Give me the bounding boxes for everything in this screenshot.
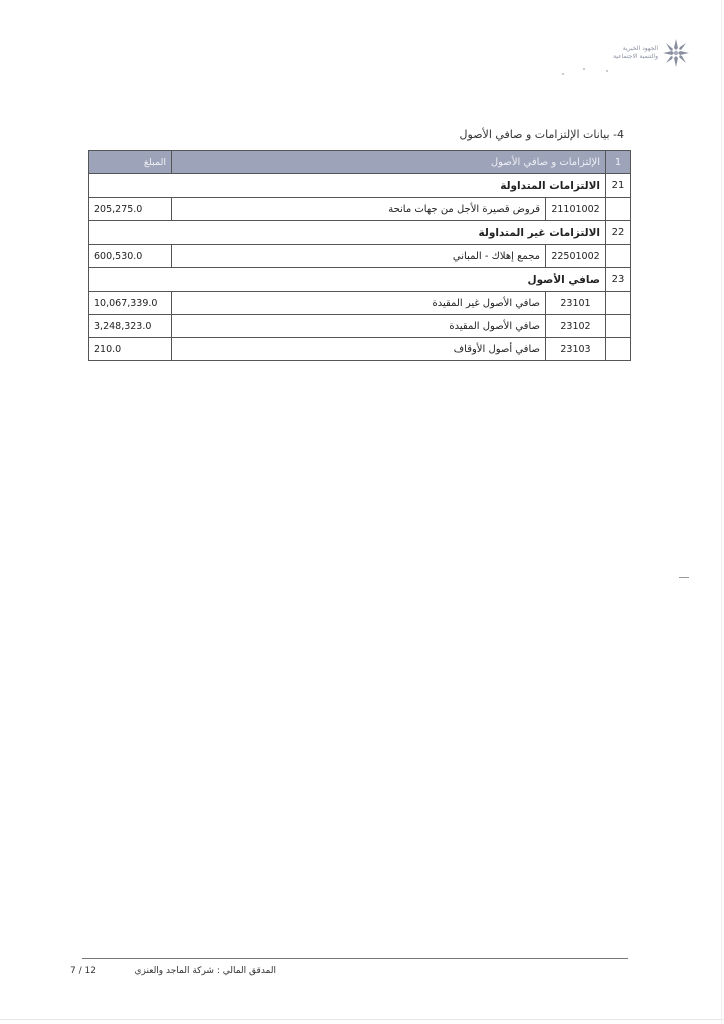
group-title: صافي الأصول: [89, 268, 606, 292]
account-code: 23102: [546, 315, 606, 338]
account-amount: 210.0: [89, 338, 172, 361]
account-description: صافي الأصول المقيدة: [172, 315, 546, 338]
scan-speck: [606, 70, 608, 72]
scan-speck: [562, 73, 564, 75]
row-num: [606, 245, 631, 268]
table-row: [89, 292, 631, 315]
group-num: 22: [606, 221, 631, 245]
page-edge-right: [721, 0, 722, 1024]
section-title: 4- بيانات الإلتزامات و صافي الأصول: [459, 128, 624, 141]
account-code: 23101: [546, 292, 606, 315]
row-num: [606, 315, 631, 338]
account-code: 21101002: [546, 198, 606, 221]
group-row-noncurrent-liabilities: [89, 221, 631, 245]
footer-auditor: المدقق المالي : شركة الماجد والعنزي: [134, 966, 276, 976]
account-amount: 600,530.0: [89, 245, 172, 268]
account-amount: 3,248,323.0: [89, 315, 172, 338]
logo-line-1: الجهود الخيرية: [622, 45, 658, 52]
table-row: [89, 198, 631, 221]
logo-star-icon: [662, 38, 690, 68]
table-header-row: [89, 151, 631, 174]
account-description: قروض قصيرة الأجل من جهات مانحة: [172, 198, 546, 221]
account-code: 22501002: [546, 245, 606, 268]
account-amount: 205,275.0: [89, 198, 172, 221]
group-title: الالتزامات غير المتداولة: [89, 221, 606, 245]
page-number: 7 / 12: [70, 966, 96, 976]
table-row: [89, 338, 631, 361]
organization-logo: [570, 38, 690, 72]
group-row-net-assets: [89, 268, 631, 292]
account-amount: 10,067,339.0: [89, 292, 172, 315]
group-num: 23: [606, 268, 631, 292]
row-num: [606, 338, 631, 361]
account-description: صافي أصول الأوقاف: [172, 338, 546, 361]
table-row: [89, 245, 631, 268]
header-amount: المبلغ: [89, 151, 172, 174]
account-code: 23103: [546, 338, 606, 361]
scan-speck: [583, 68, 585, 70]
table-row: [89, 315, 631, 338]
row-num: [606, 292, 631, 315]
group-row-current-liabilities: [89, 174, 631, 198]
logo-text: [598, 45, 658, 61]
scan-mark: [679, 577, 689, 578]
account-description: مجمع إهلاك - المباني: [172, 245, 546, 268]
footer-divider: [82, 958, 628, 959]
page-edge-bottom: [0, 1019, 724, 1020]
liabilities-net-assets-table: [88, 150, 631, 361]
row-num: [606, 198, 631, 221]
account-description: صافي الأصول غير المقيدة: [172, 292, 546, 315]
group-title: الالتزامات المتداولة: [89, 174, 606, 198]
logo-line-2: والتنمية الاجتماعية: [613, 53, 658, 60]
header-num: 1: [606, 151, 631, 174]
group-num: 21: [606, 174, 631, 198]
header-title: الإلتزامات و صافي الأصول: [172, 151, 606, 174]
